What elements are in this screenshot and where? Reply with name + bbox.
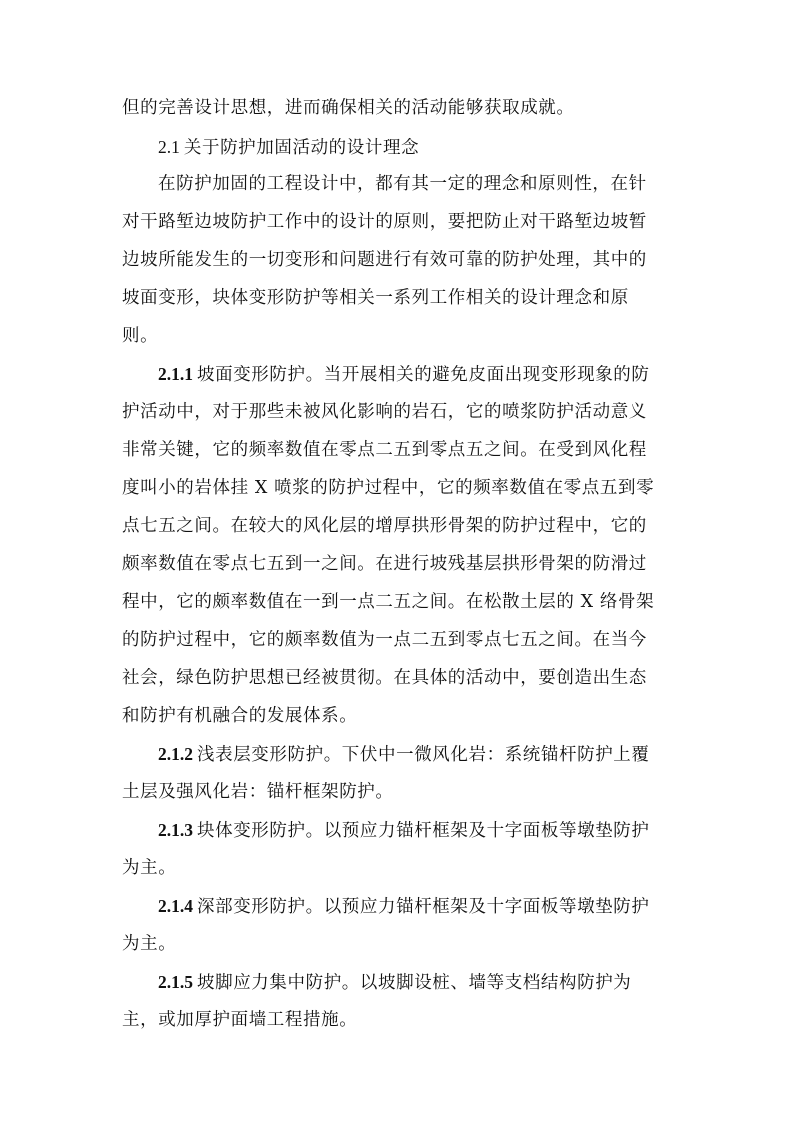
- subsection-2-1-5-first-line: [158, 970, 631, 995]
- subsection-line: 土层及强风化岩：锚杆框架防护。: [122, 782, 394, 802]
- subsection-number: 2.1.5: [158, 972, 193, 992]
- subsection-line: 护活动中，对于那些未被风化影响的岩石，它的喷浆防护活动意义: [122, 402, 647, 422]
- subsection-line: 非常关键，它的频率数值在零点二五到零点五之间。在受到风化程: [122, 440, 647, 460]
- subsection-2-1-3-first-line: [158, 818, 650, 843]
- subsection-line: 社会，绿色防护思想已经被贯彻。在具体的活动中，要创造出生态: [122, 668, 647, 688]
- subsection-line: 为主。: [122, 934, 177, 954]
- subsection-text: 块体变形防护。以预应力锚杆框架及十字面板等墩垫防护: [197, 821, 650, 841]
- subsection-text: 坡面变形防护。当开展相关的避免皮面出现变形现象的防: [197, 365, 650, 385]
- subsection-line: 程中，它的颇率数值在一到一点二五之间。在松散土层的 X 络骨架: [122, 592, 655, 612]
- section-number: 2.1: [158, 137, 180, 157]
- subsection-line: 和防护有机融合的发展体系。: [122, 706, 358, 726]
- subsection-number: 2.1.2: [158, 744, 193, 764]
- subsection-2-1-1-first-line: [158, 362, 650, 387]
- subsection-number: 2.1.3: [158, 820, 193, 840]
- subsection-number: 2.1.1: [158, 364, 193, 384]
- section-title: 关于防护加固活动的设计理念: [183, 138, 420, 158]
- section-paragraph-line: 坡面变形，块体变形防护等相关一系列工作相关的设计理念和原: [122, 288, 629, 308]
- subsection-line: 为主。: [122, 858, 177, 878]
- subsection-line: 的防护过程中，它的颇率数值为一点二五到零点七五之间。在当今: [122, 630, 647, 650]
- subsection-line: 度叫小的岩体挂 X 喷浆的防护过程中，它的频率数值在零点五到零: [122, 478, 655, 498]
- section-paragraph-line: 对干路堑边坡防护工作中的设计的原则，要把防止对干路堑边坡暂: [122, 212, 647, 232]
- subsection-number: 2.1.4: [158, 896, 193, 916]
- subsection-text: 深部变形防护。以预应力锚杆框架及十字面板等墩垫防护: [197, 897, 650, 917]
- subsection-line: 点七五之间。在较大的风化层的增厚拱形骨架的防护过程中，它的: [122, 516, 647, 536]
- section-paragraph-line: 边坡所能发生的一切变形和问题进行有效可靠的防护处理，其中的: [122, 250, 647, 270]
- subsection-2-1-4-first-line: [158, 894, 650, 919]
- section-heading-2-1: [158, 135, 419, 160]
- subsection-text: 坡脚应力集中防护。以坡脚设桩、墙等支档结构防护为: [197, 973, 632, 993]
- subsection-line: 颇率数值在零点七五到一之间。在进行坡残基层拱形骨架的防滑过: [122, 554, 647, 574]
- subsection-2-1-2-first-line: [158, 742, 650, 767]
- subsection-text: 浅表层变形防护。下伏中一微风化岩：系统锚杆防护上覆: [197, 745, 650, 765]
- subsection-line: 主，或加厚护面墙工程措施。: [122, 1010, 358, 1030]
- intro-paragraph-line: 但的完善设计思想，进而确保相关的活动能够获取成就。: [122, 98, 575, 118]
- section-paragraph-line: 则。: [122, 326, 159, 346]
- section-paragraph-line: 在防护加固的工程设计中，都有其一定的理念和原则性，在针: [158, 174, 647, 194]
